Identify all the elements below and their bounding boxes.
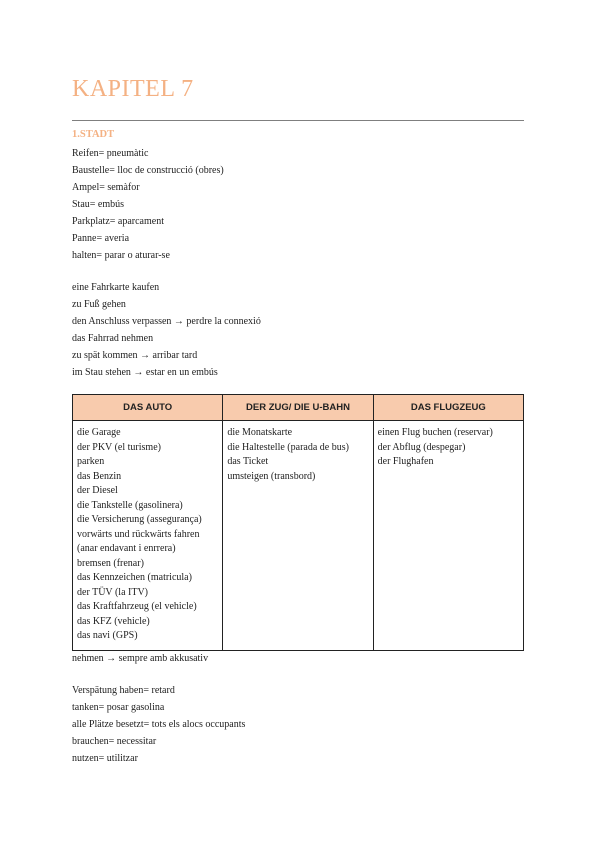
- list-item: das Kraftfahrzeug (el vehicle): [77, 601, 197, 612]
- vocab-list-1: [72, 145, 224, 264]
- list-item: der PKV (el turisme): [77, 441, 161, 453]
- vocab-item: Stau= embús: [72, 199, 125, 210]
- vocab-item: Parkplatz= aparcament: [72, 216, 164, 227]
- vocab-item: nutzen= utilitzar: [72, 753, 138, 764]
- phrase-item: den Anschluss verpassen → perdre la connexió: [72, 316, 261, 327]
- vocab-item: Reifen= pneumàtic: [72, 148, 149, 159]
- list-item: umsteigen (transbord): [227, 470, 316, 482]
- header-das-flugzeug: DAS FLUGZEUG: [373, 395, 523, 421]
- phrase-item: zu Fuß gehen: [72, 299, 126, 310]
- section-heading: 1.STADT: [72, 129, 115, 140]
- list-item: das KFZ (vehicle): [77, 615, 150, 627]
- list-item: einen Flug buchen (reservar): [377, 427, 493, 438]
- title-divider: [72, 120, 524, 121]
- list-item: die Garage: [77, 427, 121, 438]
- list-item: der TÜV (la ITV): [77, 586, 148, 598]
- list-item: (anar endavant i enrrera): [77, 543, 176, 554]
- list-item: die Monatskarte: [227, 427, 293, 438]
- vocab-item: brauchen= necessitar: [72, 736, 157, 747]
- list-item: der Flughafen: [377, 456, 434, 467]
- list-item: das Ticket: [227, 456, 269, 467]
- list-item: parken: [77, 456, 105, 467]
- phrase-item: zu spät kommen → arribar tard: [72, 350, 198, 361]
- table-header-row: [73, 395, 524, 421]
- vocab-list-2: [72, 279, 261, 381]
- cell-das-flugzeug: [373, 421, 523, 651]
- grammar-note: nehmen → sempre amb akkusativ: [72, 653, 209, 664]
- list-item: das Kennzeichen (matricula): [77, 572, 192, 583]
- phrase-item: im Stau stehen → estar en un embús: [72, 367, 218, 378]
- header-das-auto: DAS AUTO: [73, 395, 223, 421]
- phrase-item: eine Fahrkarte kaufen: [72, 282, 160, 293]
- vocab-list-3: [72, 682, 245, 767]
- vocab-item: alle Plätze besetzt= tots els alocs occupants: [72, 719, 246, 730]
- list-item: der Abflug (despegar): [377, 441, 466, 453]
- list-item: die Haltestelle (parada de bus): [227, 441, 349, 453]
- vocab-item: Ampel= semàfor: [72, 182, 140, 193]
- vocab-item: halten= parar o aturar-se: [72, 250, 170, 261]
- transport-table: [72, 394, 524, 651]
- list-item: das navi (GPS): [77, 630, 138, 641]
- vocab-item: tanken= posar gasolina: [72, 702, 165, 713]
- list-item: die Tankstelle (gasolinera): [77, 499, 183, 511]
- phrase-item: das Fahrrad nehmen: [72, 333, 154, 344]
- vocab-item: Panne= averia: [72, 233, 130, 244]
- vocab-item: Verspätung haben= retard: [72, 685, 175, 696]
- table-row: [73, 421, 524, 651]
- list-item: bremsen (frenar): [77, 557, 144, 569]
- list-item: das Benzin: [77, 470, 122, 482]
- vocab-item: Baustelle= lloc de construcció (obres): [72, 165, 224, 176]
- cell-das-auto: [73, 421, 223, 651]
- cell-der-zug: [223, 421, 373, 651]
- list-item: vorwärts und rückwärts fahren: [77, 528, 200, 540]
- list-item: die Versicherung (assegurança): [77, 514, 202, 525]
- list-item: der Diesel: [77, 485, 118, 496]
- chapter-title: KAPITEL 7: [72, 76, 194, 102]
- header-der-zug: DER ZUG/ DIE U-BAHN: [223, 395, 373, 421]
